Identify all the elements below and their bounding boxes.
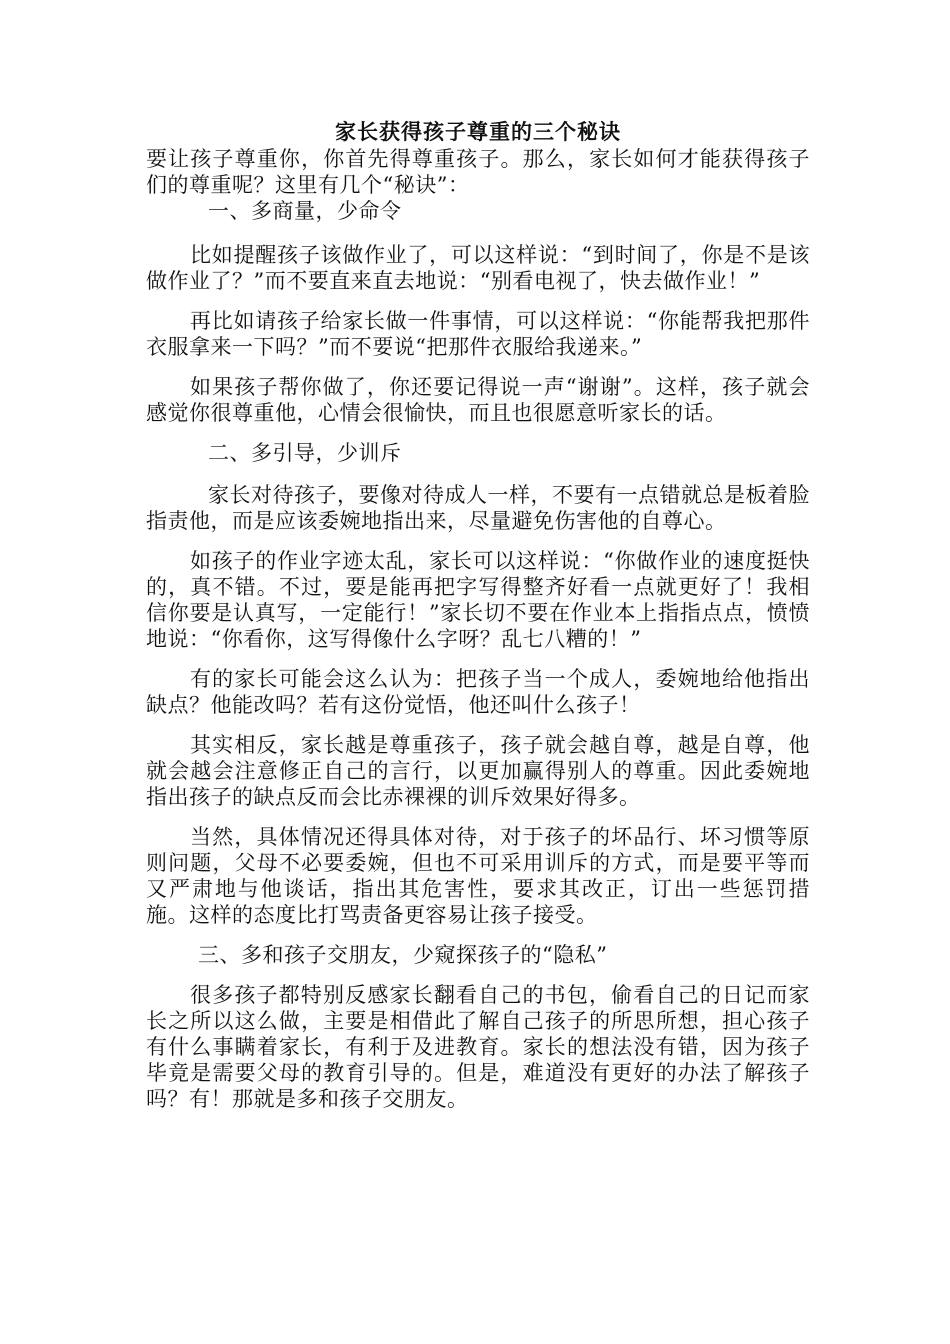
section-2-paragraph-2: 如孩子的作业字迹太乱，家长可以这样说：“你做作业的速度挺快的，真不错。不过，要是能再把字写得整齐好看一点就更好了！我相信你要是认真写，一定能行！”家长切不要在作业本上指指点点，愤愤地说：“你看你，这写得像什么字呀？乱七八糟的！” bbox=[146, 549, 810, 651]
section-1-paragraph-1: 比如提醒孩子该做作业了，可以这样说：“到时间了，你是不是该做作业了？”而不要直来直去地说：“别看电视了，快去做作业！” bbox=[146, 243, 810, 293]
section-3-paragraph-1: 很多孩子都特别反感家长翻看自己的书包，偷看自己的日记而家长之所以这么做，主要是相借此了解自己孩子的所思所想，担心孩子有什么事瞒着家长，有利于及进教育。家长的想法没有错，因为孩子毕竟是需要父母的教育引导的。但是，难道没有更好的办法了解孩子吗？有！那就是多和孩子交朋友。 bbox=[146, 983, 810, 1111]
section-2-paragraph-3: 有的家长可能会这么认为：把孩子当一个成人，委婉地给他指出缺点？他能改吗？若有这份觉悟，他还叫什么孩子！ bbox=[146, 667, 810, 717]
section-2-paragraph-1: 家长对待孩子，要像对待成人一样，不要有一点错就总是板着脸指责他，而是应该委婉地指出来，尽量避免伤害他的自尊心。 bbox=[146, 483, 810, 533]
section-1-heading: 一、多商量，少命令 bbox=[208, 199, 402, 223]
section-1-paragraph-3: 如果孩子帮你做了，你还要记得说一声“谢谢”。这样，孩子就会感觉你很尊重他，心情会很愉快，而且也很愿意听家长的话。 bbox=[146, 375, 810, 425]
section-2-paragraph-4: 其实相反，家长越是尊重孩子，孩子就会越自尊，越是自尊，他就会越会注意修正自己的言行，以更加赢得别人的尊重。因此委婉地指出孩子的缺点反而会比赤裸裸的训斥效果好得多。 bbox=[146, 733, 810, 809]
document-page bbox=[146, 118, 810, 1126]
section-1-paragraph-2: 再比如请孩子给家长做一件事情，可以这样说：“你能帮我把那件衣服拿来一下吗？”而不要说“把那件衣服给我递来。” bbox=[146, 309, 810, 359]
section-2-heading: 二、多引导，少训斥 bbox=[208, 441, 402, 465]
section-3-heading: 三、多和孩子交朋友，少窥探孩子的“隐私” bbox=[198, 943, 608, 967]
section-2-paragraph-5: 当然，具体情况还得具体对待，对于孩子的坏品行、坏习惯等原则问题，父母不必要委婉，但也不可采用训斥的方式，而是要平等而又严肃地与他谈话，指出其危害性，要求其改正，订出一些惩罚措施。这样的态度比打骂责备更容易让孩子接受。 bbox=[146, 825, 810, 927]
document-title: 家长获得孩子尊重的三个秘诀 bbox=[335, 119, 621, 144]
intro-paragraph: 要让孩子尊重你，你首先得尊重孩子。那么，家长如何才能获得孩子们的尊重呢？这里有几个“秘诀”： bbox=[146, 147, 810, 197]
